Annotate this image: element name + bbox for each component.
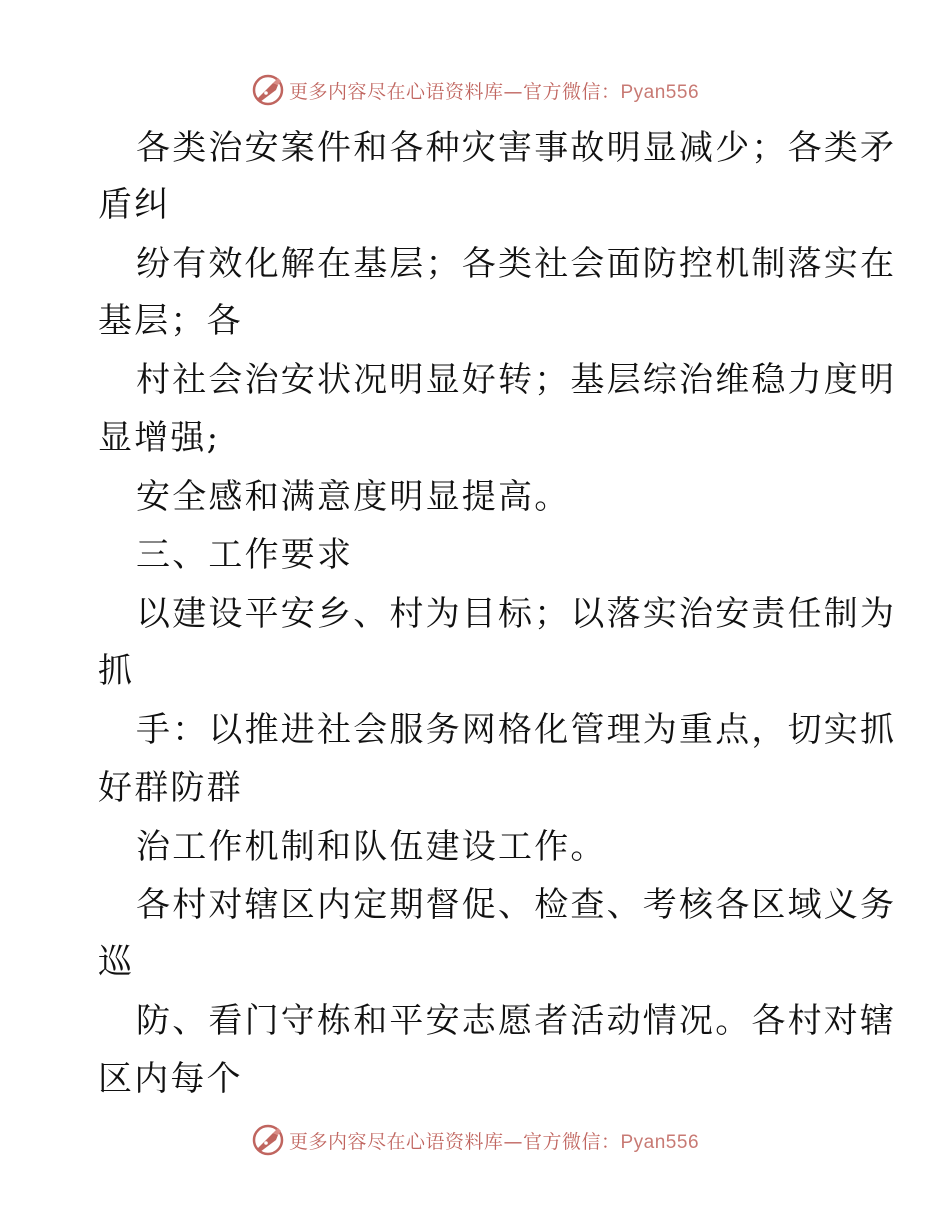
footer-watermark [0, 1120, 950, 1160]
section-heading: 三、工作要求 [136, 535, 354, 575]
paragraph-line: 村社会治安状况明显好转；基层综治维稳力度明 [136, 360, 897, 400]
paragraph-line: 基层；各 [98, 301, 243, 341]
paragraph-line: 纷有效化解在基层；各类社会面防控机制落实在 [136, 244, 897, 284]
fountain-pen-logo-icon [251, 73, 285, 107]
fountain-pen-logo-icon [251, 1123, 285, 1157]
watermark-text: 更多内容尽在心语资料库—官方微信：Pyan556 [288, 80, 700, 103]
paragraph-line: 巡 [98, 942, 135, 982]
paragraph-line: 各村对辖区内定期督促、检查、考核各区域义务 [136, 885, 897, 925]
paragraph-line: 抓 [98, 651, 135, 691]
paragraph-line: 区内每个 [98, 1059, 243, 1099]
paragraph-line: 防、看门守栋和平安志愿者活动情况。各村对辖 [136, 1001, 897, 1041]
paragraph-line: 治工作机制和队伍建设工作。 [136, 827, 607, 867]
paragraph-line: 以建设平安乡、村为目标；以落实治安责任制为 [136, 594, 897, 634]
paragraph-line: 显增强; [98, 418, 221, 458]
paragraph-line: 各类治安案件和各种灾害事故明显减少；各类矛 [136, 128, 897, 168]
header-watermark [0, 70, 950, 110]
paragraph-line: 手：以推进社会服务网格化管理为重点，切实抓 [136, 710, 897, 750]
paragraph-line: 盾纠 [98, 185, 171, 225]
watermark-text: 更多内容尽在心语资料库—官方微信：Pyan556 [288, 1130, 700, 1153]
paragraph-line: 安全感和满意度明显提高。 [136, 477, 571, 517]
paragraph-line: 好群防群 [98, 768, 243, 808]
